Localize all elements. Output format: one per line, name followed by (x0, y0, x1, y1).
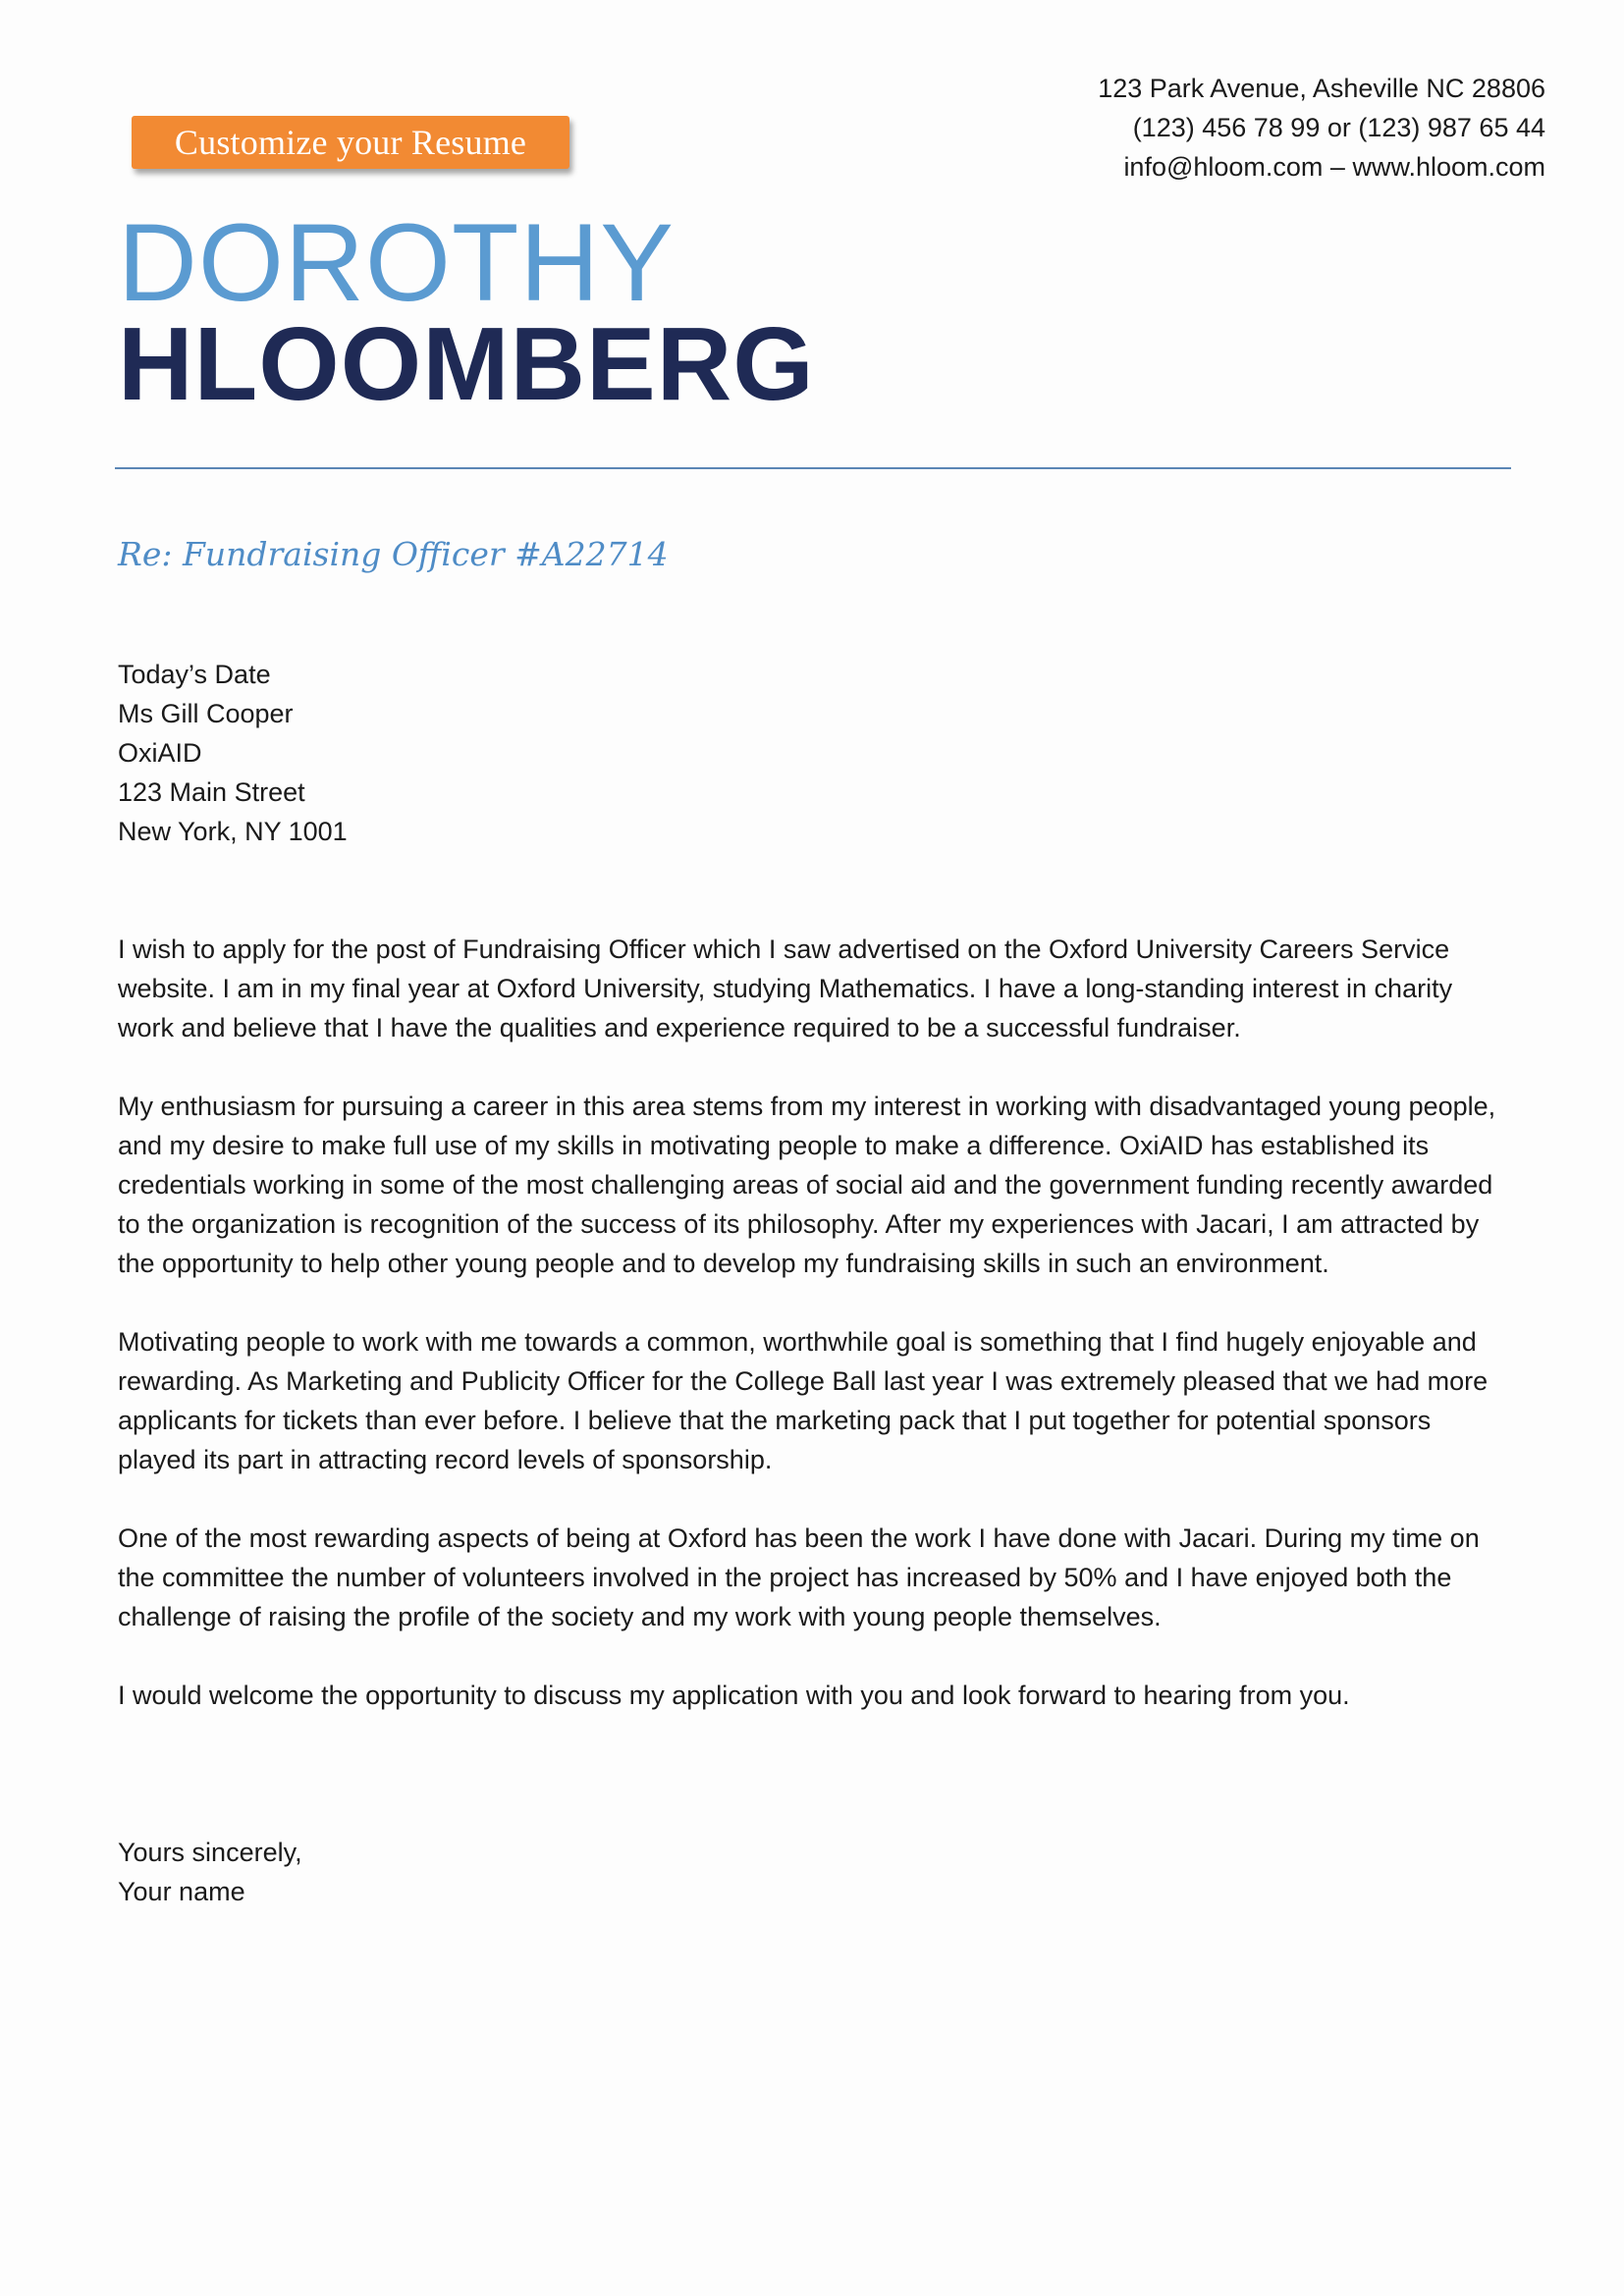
recipient-name: Ms Gill Cooper (118, 699, 294, 728)
body-paragraph: Motivating people to work with me towards a common, worthwhile goal is something that I find hugely enjoyable and rewarding. As Marketing and Publicity Officer for the College Ball last year I was extremely pleased that we had more applicants for tickets than ever before. I believe that the marketing pack that I put together for potential sponsors played its part in attracting record levels of sponsorship. (118, 1327, 1489, 1474)
letter-body (118, 930, 1512, 1754)
customize-resume-button[interactable]: Customize your Resume (132, 116, 569, 169)
contact-block (1098, 69, 1545, 187)
header-divider (115, 467, 1511, 469)
subject-line: Re: Fundraising Officer #A22714 (118, 535, 669, 573)
recipient-city: New York, NY 1001 (118, 817, 348, 846)
first-name: DOROTHY (118, 201, 675, 324)
contact-web: info@hloom.com – www.hloom.com (1123, 152, 1545, 182)
recipient-block (118, 655, 348, 851)
recipient-street: 123 Main Street (118, 777, 305, 807)
last-name: HLOOMBERG (118, 306, 815, 422)
contact-address: 123 Park Avenue, Asheville NC 28806 (1098, 74, 1545, 103)
closing-salutation: Yours sincerely, (118, 1838, 302, 1867)
body-paragraph: I would welcome the opportunity to discuss my application with you and look forward to hearing from you. (118, 1681, 1350, 1710)
closing-block (118, 1833, 302, 1911)
contact-phone: (123) 456 78 99 or (123) 987 65 44 (1132, 113, 1545, 142)
letter-date: Today’s Date (118, 660, 271, 689)
body-paragraph: I wish to apply for the post of Fundraising Officer which I saw advertised on the Oxford University Careers Service website. I am in my final year at Oxford University, studying Mathematics. I have a long-standing interest in charity work and believe that I have the qualities and experience required to be a successful fundraiser. (118, 934, 1453, 1042)
body-paragraph: My enthusiasm for pursuing a career in this area stems from my interest in working with disadvantaged young people, and my desire to make full use of my skills in motivating people to make a difference. OxiAID has established its credentials working in some of the most challenging areas of social aid and the government funding recently awarded to the organization is recognition of the success of its philosophy. After my experiences with Jacari, I am attracted by the opportunity to help other young people and to develop my fundraising skills in such an environment. (118, 1092, 1496, 1278)
closing-signature: Your name (118, 1877, 245, 1906)
recipient-company: OxiAID (118, 738, 202, 768)
body-paragraph: One of the most rewarding aspects of being at Oxford has been the work I have done with Jacari. During my time on the committee the number of volunteers involved in the project has increased by 50% and I have enjoyed both the challenge of raising the profile of the society and my work with young people themselves. (118, 1523, 1480, 1631)
